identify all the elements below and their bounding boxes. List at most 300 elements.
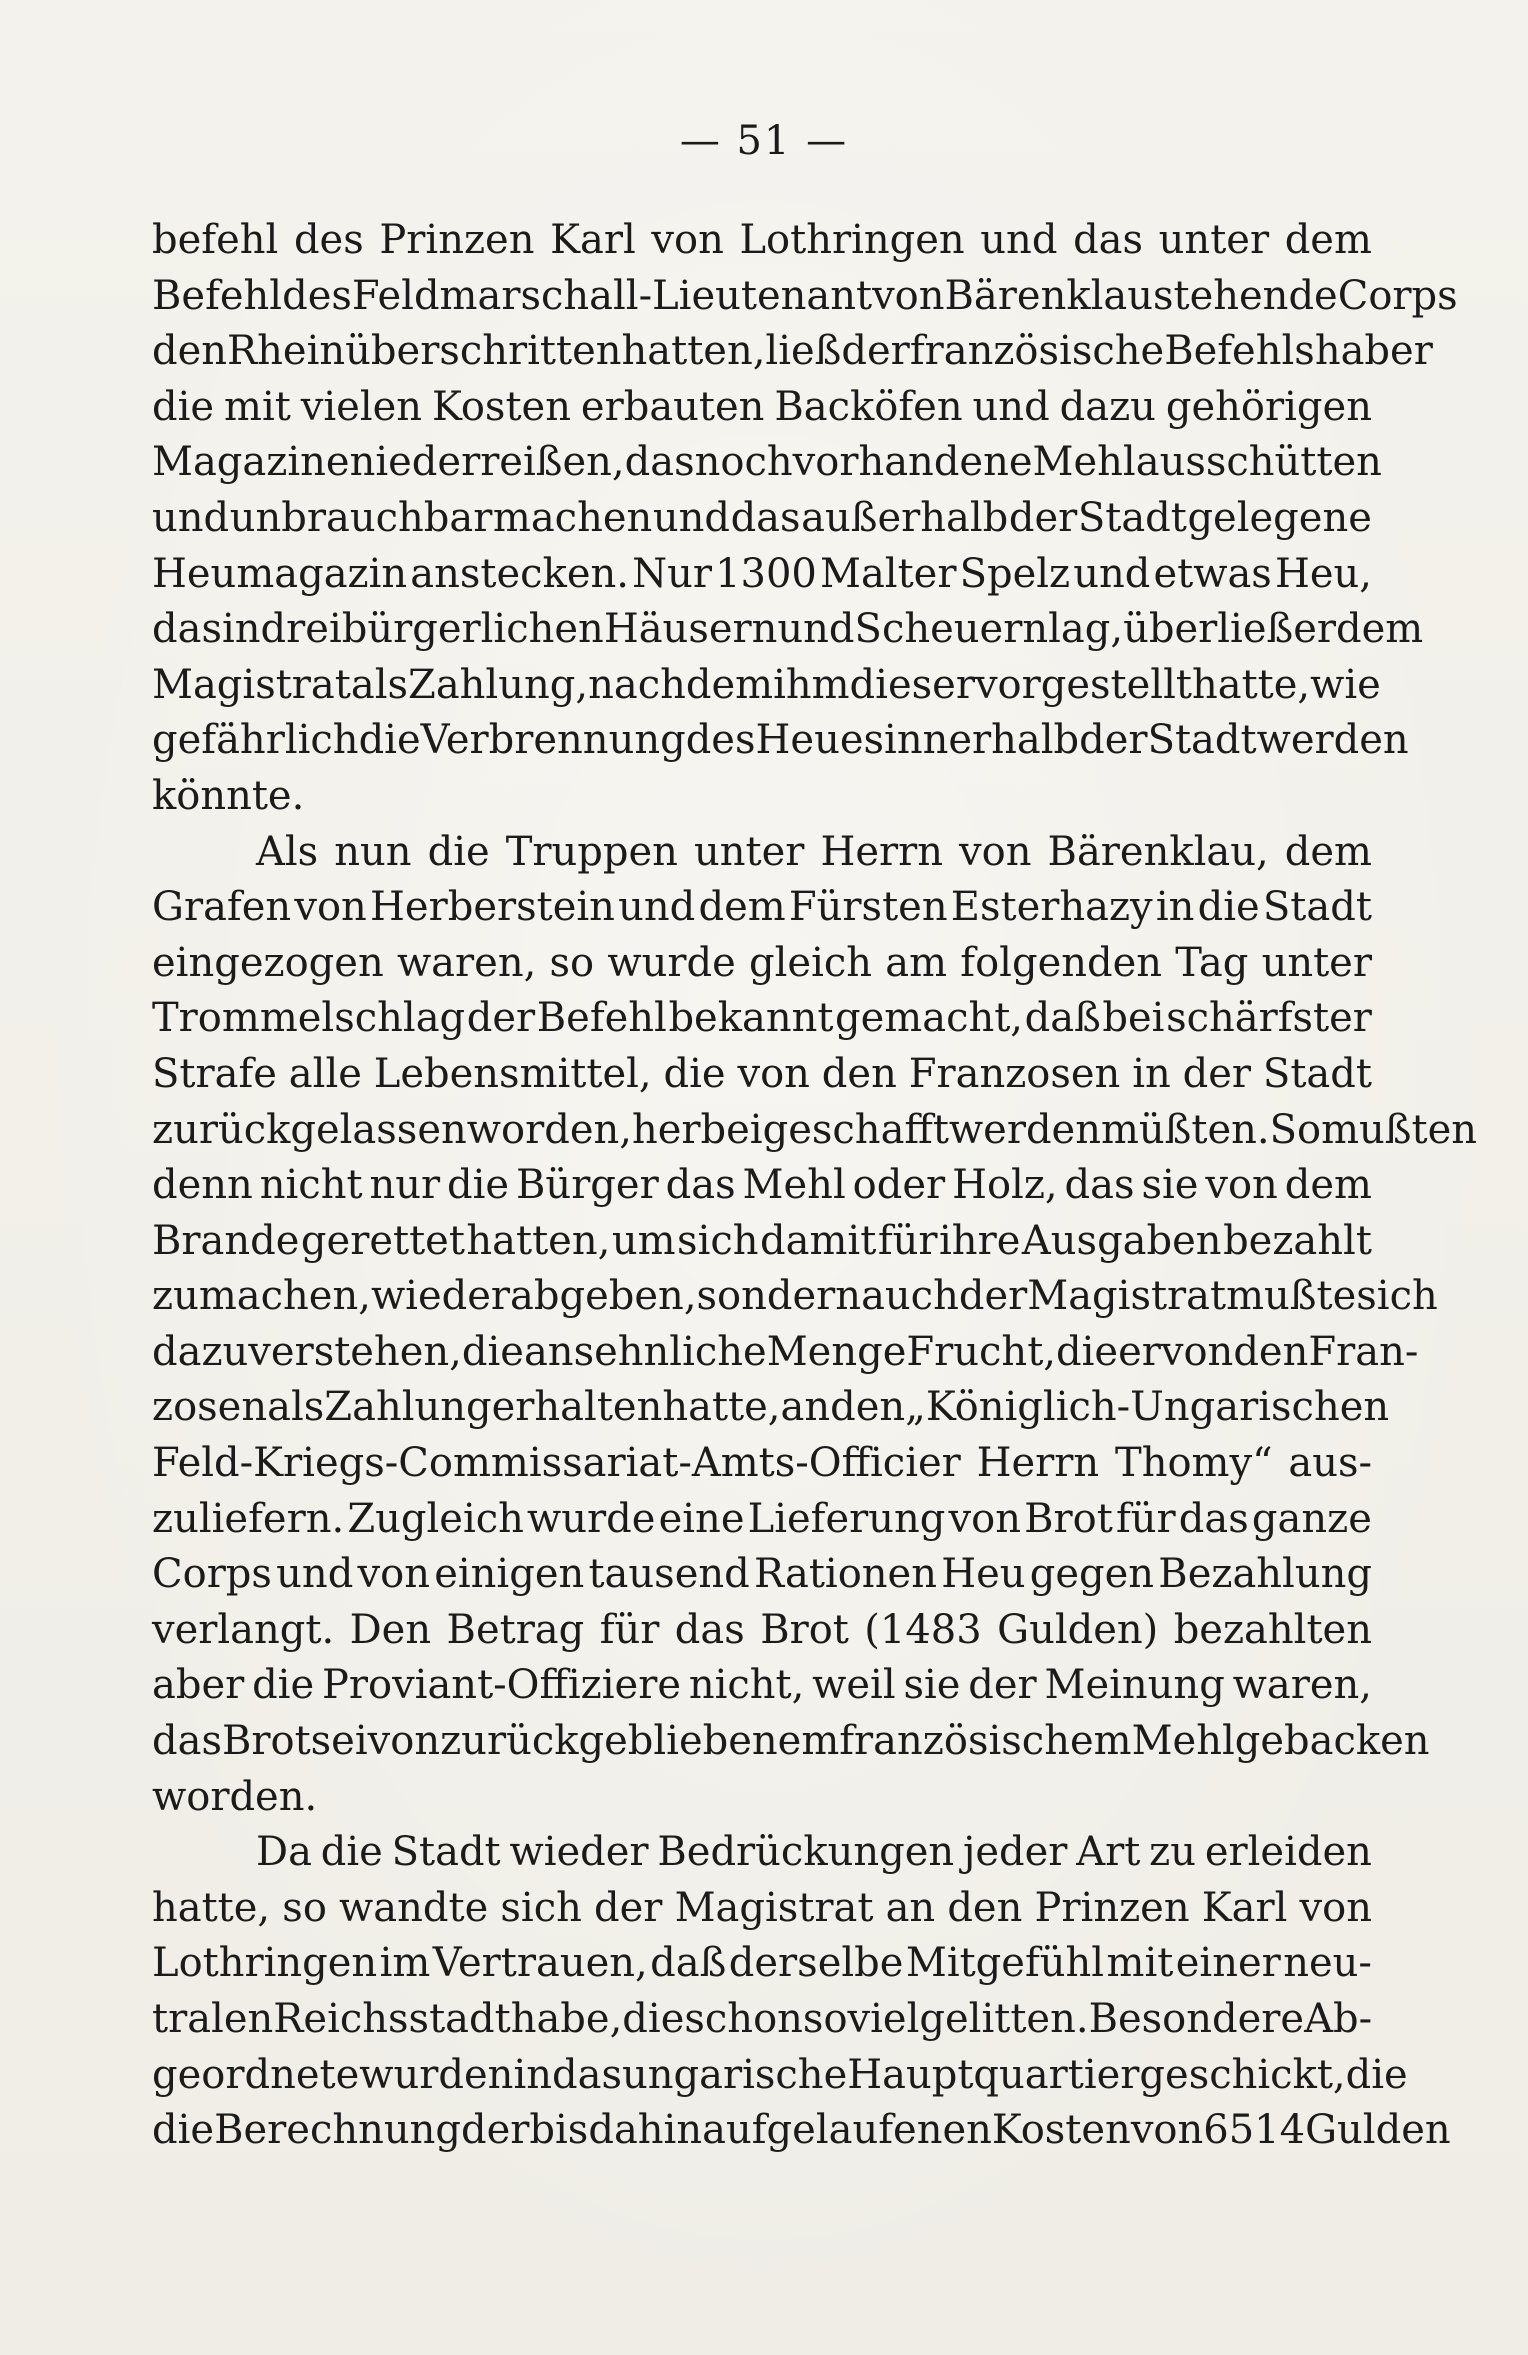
word: Nur — [632, 550, 712, 597]
word: Zahlung — [324, 1384, 492, 1431]
word: Befehl — [152, 272, 283, 319]
word: dazu — [152, 1328, 249, 1375]
word: gehörigen — [1165, 383, 1372, 430]
text-line — [152, 1325, 1419, 1381]
word: Scheuern — [854, 606, 1049, 653]
word: den — [947, 1884, 1023, 1931]
word: an — [885, 1884, 936, 1931]
word: könnte. — [152, 772, 305, 819]
word: jeder — [962, 1829, 1068, 1876]
word: schärfster — [1166, 995, 1372, 1042]
word: den — [821, 1050, 897, 1097]
word: Corps — [152, 1551, 272, 1598]
word: wurde — [607, 939, 736, 986]
word: Herrn — [820, 828, 943, 875]
word: aber — [152, 1662, 245, 1709]
word: dem — [698, 884, 786, 931]
text-line — [152, 1825, 1372, 1881]
word: wie — [1310, 661, 1381, 708]
word: die — [152, 2107, 215, 2154]
word: Menge — [766, 1328, 907, 1375]
word: Stadt — [1262, 1050, 1372, 1097]
word: hatte, — [1191, 661, 1311, 708]
word: gegen — [1029, 1551, 1155, 1598]
text-line — [152, 213, 1372, 269]
word: dieser — [849, 661, 975, 708]
text-line — [152, 825, 1372, 881]
word: waren, — [1232, 1662, 1372, 1709]
word: bürgerlichen — [341, 606, 604, 653]
word: drei — [260, 606, 342, 653]
word: die — [663, 1050, 726, 1097]
word: Mehl — [1131, 1718, 1235, 1765]
word: machen, — [198, 1273, 371, 1320]
word: von — [1299, 1884, 1372, 1931]
word: sich — [677, 1217, 759, 1264]
text-line — [152, 380, 1372, 436]
word: sondern — [696, 1273, 862, 1320]
word: von — [1160, 1328, 1234, 1375]
word: Truppen — [505, 828, 678, 875]
word: und — [618, 884, 696, 931]
word: Magistrat — [674, 1884, 874, 1931]
word: Hauptquartier — [847, 2051, 1140, 2098]
word: derselbe — [728, 1940, 904, 1987]
word: 1300 — [715, 550, 817, 597]
word: französischem — [839, 1718, 1132, 1765]
text-line — [152, 1658, 1372, 1714]
word: tausend — [588, 1551, 750, 1598]
word: Fran- — [1308, 1328, 1419, 1375]
word: Brot — [1024, 1495, 1113, 1542]
word: Magistrat — [152, 661, 351, 708]
word: ganze — [1251, 1495, 1372, 1542]
word: an — [780, 1384, 831, 1431]
word: er — [1293, 606, 1337, 653]
word: ihm — [773, 661, 850, 708]
word: und — [152, 494, 230, 541]
word: erhalten — [491, 1384, 663, 1431]
word: von — [294, 884, 367, 931]
text-line — [152, 880, 1372, 936]
word: französische — [909, 328, 1165, 375]
word: der — [466, 995, 536, 1042]
word: mußte — [1226, 1273, 1357, 1320]
text-line — [152, 1380, 1390, 1436]
text-line — [152, 1992, 1372, 2048]
word: erbauten — [580, 383, 765, 430]
word: hatte, — [662, 1384, 781, 1431]
word: Magazine — [152, 439, 350, 486]
word: Karl — [550, 217, 636, 263]
word: Rationen — [753, 1551, 937, 1598]
word: Meinung — [1044, 1662, 1225, 1709]
word: zuliefern. — [152, 1495, 345, 1542]
word: einigen — [434, 1551, 585, 1598]
word: Kosten — [991, 2107, 1131, 2154]
word: schon — [684, 1996, 803, 2042]
word: vielen — [300, 383, 423, 430]
word: zurückgebliebenem — [440, 1718, 840, 1765]
word: Besondere — [1088, 1996, 1305, 2042]
word: der — [594, 1884, 663, 1931]
word: in — [513, 2051, 552, 2098]
word: zurückgelassen — [152, 1106, 467, 1153]
word: vorhandene — [792, 439, 1033, 486]
word: die — [152, 383, 215, 430]
word: das — [152, 1718, 222, 1765]
word: gleich — [749, 939, 873, 986]
word: Trommelschlag — [152, 995, 466, 1042]
word: weil — [812, 1662, 896, 1709]
word: die — [427, 828, 490, 875]
word: der — [968, 1662, 1037, 1709]
word: Heu, — [1274, 550, 1372, 597]
word: Feldmarschall-Lieutenant — [351, 272, 873, 319]
word: daß — [650, 1940, 727, 1987]
word: sich — [500, 1884, 582, 1931]
word: mußten — [1321, 1106, 1478, 1153]
word: Grafen — [152, 884, 292, 931]
word: gemacht, — [835, 995, 1024, 1042]
word: nachdem — [588, 661, 774, 708]
word: unter — [1158, 217, 1270, 263]
word: Bärenklau — [944, 272, 1153, 319]
word: und — [652, 494, 730, 541]
word: Prinzen — [379, 217, 535, 263]
word: worden, — [466, 1106, 632, 1153]
word: hatten, — [466, 1217, 611, 1264]
word: nur — [369, 1162, 441, 1209]
word: dem — [1336, 606, 1424, 653]
word: die — [461, 1328, 524, 1375]
text-line — [152, 713, 1409, 769]
word: innerhalb — [884, 717, 1080, 764]
word: mit — [1106, 1940, 1174, 1987]
word: das — [624, 439, 695, 486]
word: Frucht, — [906, 1328, 1056, 1375]
word: Tag — [1175, 939, 1249, 986]
word: Franzosen — [908, 1050, 1121, 1097]
text-line — [152, 991, 1372, 1047]
word: Mehl — [1032, 439, 1136, 486]
text-line — [152, 1436, 1372, 1492]
word: das — [552, 2051, 622, 2098]
word: das — [1178, 1495, 1249, 1542]
text-line — [152, 324, 1433, 380]
word: Herberstein — [370, 884, 615, 931]
word: herbeigeschafft — [631, 1106, 949, 1153]
word: von — [1205, 1162, 1278, 1209]
word: zu — [1149, 1829, 1196, 1876]
word: Brot — [221, 1718, 311, 1765]
word: zu — [152, 1273, 199, 1320]
word: Thomy“ — [1115, 1440, 1273, 1487]
word: und — [276, 1551, 354, 1598]
text-line — [152, 269, 1458, 325]
word: bis — [529, 2107, 589, 2154]
word: Den — [349, 1606, 432, 1653]
word: nun — [334, 828, 412, 875]
word: in — [221, 606, 261, 653]
word: im — [379, 1940, 431, 1987]
word: verlangt. — [152, 1606, 335, 1653]
word: den — [152, 328, 228, 375]
word: Verbrennung — [420, 717, 686, 764]
word: von — [1130, 2107, 1204, 2154]
word: bezahlt — [1223, 1217, 1372, 1264]
word: etwas — [1153, 550, 1272, 597]
word: Karl — [1201, 1884, 1288, 1931]
word: das — [665, 1162, 736, 1209]
text-line — [152, 491, 1372, 547]
word: sei — [310, 1718, 368, 1765]
word: Mehl — [742, 1162, 846, 1209]
word: aufgelaufenen — [702, 2107, 992, 2154]
word: von — [959, 828, 1032, 875]
word: alle — [288, 1050, 362, 1097]
word: wieder — [509, 1829, 649, 1876]
text-line — [152, 1158, 1372, 1214]
word: die — [1345, 2051, 1408, 2098]
word: Esterhazy — [950, 884, 1153, 931]
word: unbrauchbar — [229, 494, 493, 541]
text-line — [152, 602, 1424, 658]
word: werden — [1256, 717, 1409, 764]
word: Häusern — [603, 606, 778, 653]
word: geschickt, — [1139, 2051, 1346, 2098]
word: ihre — [939, 1217, 1021, 1264]
text-line — [152, 769, 1372, 825]
word: neu- — [1283, 1940, 1372, 1987]
word: gerettet — [300, 1217, 465, 1264]
word: „Königlich-Ungarischen — [905, 1384, 1390, 1431]
word: am — [885, 939, 948, 986]
text-line — [152, 2048, 1408, 2104]
word: verstehen, — [248, 1328, 462, 1375]
word: der — [1079, 717, 1148, 764]
word: so — [549, 939, 595, 986]
word: Befehl — [536, 995, 667, 1042]
word: niederreißen, — [349, 439, 625, 486]
word: tralen — [152, 1996, 274, 2042]
word: für — [1115, 1495, 1176, 1542]
word: das — [1064, 1162, 1135, 1209]
word: nicht, — [688, 1662, 805, 1709]
word: für — [877, 1217, 938, 1264]
word: sich — [1356, 1273, 1438, 1320]
word: Holz, — [952, 1162, 1058, 1209]
body-text — [152, 213, 1478, 2159]
word: Befehlshaber — [1164, 328, 1433, 375]
word: geordnete — [152, 2051, 360, 2098]
word: Bedrückungen — [657, 1829, 955, 1876]
word: sie — [903, 1662, 961, 1709]
word: Brot — [760, 1606, 849, 1653]
word: die — [447, 1162, 510, 1209]
word: Art — [1076, 1829, 1141, 1876]
word: von — [948, 1495, 1021, 1542]
word: in — [1132, 1050, 1171, 1097]
word: stehende — [1152, 272, 1338, 319]
word: für — [599, 1606, 660, 1653]
word: dem — [1284, 828, 1372, 875]
word: werden — [948, 1106, 1101, 1153]
word: Heues — [755, 717, 885, 764]
text-line — [152, 1881, 1372, 1937]
word: machen — [492, 494, 653, 541]
word: das — [730, 494, 801, 541]
word: unter — [694, 828, 805, 875]
word: gelitten. — [919, 1996, 1089, 2042]
word: ausschütten — [1135, 439, 1382, 486]
word: Reichsstadt — [273, 1996, 511, 2042]
word: daß — [1024, 995, 1101, 1042]
page-number: — 51 — — [679, 118, 849, 164]
word: abgeben, — [510, 1273, 697, 1320]
text-line — [152, 547, 1372, 603]
word: Stadt — [1077, 494, 1187, 541]
word: hatten, — [621, 328, 766, 375]
text-line — [152, 1047, 1372, 1103]
word: ungarische — [621, 2051, 848, 2098]
word: und — [980, 217, 1058, 263]
word: Bürger — [516, 1162, 659, 1209]
word: des — [293, 217, 364, 263]
word: wurden — [359, 2051, 514, 2098]
word: Stadt — [1262, 884, 1372, 931]
text-line — [152, 1103, 1478, 1159]
word: habe, — [510, 1996, 623, 2042]
word: von — [872, 272, 945, 319]
word: befehl — [152, 217, 279, 263]
word: aus- — [1288, 1440, 1372, 1487]
word: der — [958, 1273, 1028, 1320]
word: dem — [1284, 217, 1372, 263]
word: so — [802, 1996, 848, 2042]
word: folgenden — [960, 939, 1163, 986]
word: damit — [760, 1217, 877, 1264]
word: den — [1233, 1328, 1309, 1375]
word: als — [267, 1384, 325, 1431]
word: Fürsten — [788, 884, 948, 931]
word: Vertrauen, — [432, 1940, 648, 1987]
word: das — [674, 1606, 745, 1653]
text-line — [152, 1770, 1372, 1826]
word: wandte — [339, 1884, 489, 1931]
word: Heumagazin — [152, 550, 408, 597]
word: Herrn — [976, 1440, 1100, 1487]
word: So — [1269, 1106, 1322, 1153]
word: 6514 — [1203, 2107, 1306, 2154]
word: Als — [256, 828, 319, 875]
word: Zahlung, — [408, 661, 589, 708]
word: der — [1008, 494, 1078, 541]
word: viel — [847, 1996, 920, 2042]
word: ansehnliche — [523, 1328, 767, 1375]
word: Lieferung — [747, 1495, 946, 1542]
word: dazu — [1059, 383, 1156, 430]
word: Bezahlung — [1158, 1551, 1372, 1598]
word: anstecken. — [410, 550, 629, 597]
word: gefährlich — [152, 717, 359, 764]
text-line — [152, 1603, 1372, 1659]
word: bezahlten — [1173, 1606, 1372, 1653]
word: Proviant-Offiziere — [321, 1662, 681, 1709]
word: Strafe — [152, 1050, 277, 1097]
text-line — [152, 1547, 1372, 1603]
word: in — [1155, 884, 1195, 931]
word: denn — [152, 1162, 253, 1209]
word: hatte, — [152, 1884, 271, 1931]
word: ließ — [765, 328, 842, 375]
word: so — [282, 1884, 327, 1931]
word: Brande — [152, 1217, 300, 1264]
word: (1483 — [864, 1606, 982, 1653]
word: eine — [658, 1495, 745, 1542]
text-line — [152, 2103, 1451, 2159]
word: das — [152, 606, 222, 653]
word: Malter — [819, 550, 957, 597]
word: und — [777, 606, 855, 653]
word: die — [320, 1829, 383, 1876]
word: Gulden — [1305, 2107, 1451, 2154]
text-line — [152, 1714, 1430, 1770]
word: oder — [852, 1162, 946, 1209]
word: gelegene — [1187, 494, 1372, 541]
word: auch — [861, 1273, 959, 1320]
word: worden. — [152, 1773, 318, 1820]
word: Magistrat — [1027, 1273, 1227, 1320]
text-line — [152, 435, 1382, 491]
word: als — [350, 661, 409, 708]
word: dahin — [588, 2107, 703, 2154]
word: Mitgefühl — [905, 1940, 1105, 1987]
word: Corps — [1337, 272, 1458, 319]
word: Ausgaben — [1021, 1217, 1222, 1264]
word: erleiden — [1204, 1829, 1372, 1876]
word: außerhalb — [801, 494, 1009, 541]
word: nicht — [259, 1162, 363, 1209]
word: eingezogen — [152, 939, 384, 986]
word: müßten. — [1100, 1106, 1270, 1153]
word: Heu — [941, 1551, 1026, 1598]
word: die — [358, 717, 421, 764]
word: dem — [1284, 1162, 1372, 1209]
word: Lebensmittel, — [373, 1050, 652, 1097]
text-line — [152, 658, 1381, 714]
word: Zugleich — [347, 1495, 524, 1542]
word: überschritten — [345, 328, 622, 375]
word: mit — [224, 383, 291, 430]
word: gebacken — [1234, 1718, 1430, 1765]
word: des — [282, 272, 352, 319]
word: der — [461, 2107, 530, 2154]
word: Feld-Kriegs-Commissariat-Amts-Officier — [152, 1440, 961, 1487]
word: Kosten — [432, 383, 571, 430]
word: noch — [694, 439, 793, 486]
word: Gulden) — [997, 1606, 1159, 1653]
word: wurde — [527, 1495, 656, 1542]
word: von — [737, 1050, 810, 1097]
word: Bärenklau, — [1047, 828, 1269, 875]
word: unter — [1261, 939, 1372, 986]
word: überließ — [1123, 606, 1294, 653]
word: Stadt — [391, 1829, 501, 1876]
word: das — [1073, 217, 1144, 263]
word: Lothringen — [739, 217, 965, 263]
word: vorgestellt — [974, 661, 1192, 708]
